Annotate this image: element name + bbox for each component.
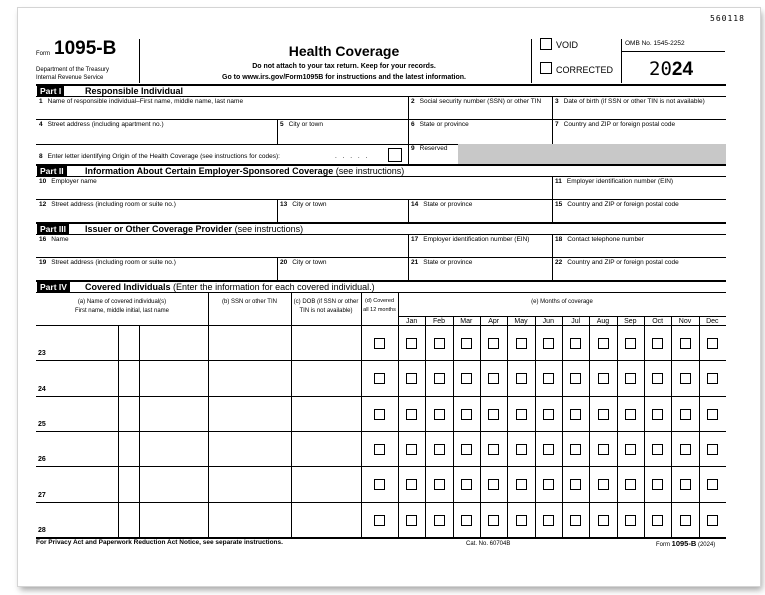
page-title: Health Coverage: [288, 43, 400, 59]
month-coverage-checkbox[interactable]: [543, 515, 554, 526]
month-coverage-checkbox[interactable]: [652, 373, 663, 384]
row-number: 28: [38, 526, 46, 534]
month-coverage-checkbox[interactable]: [598, 444, 609, 455]
month-coverage-checkbox[interactable]: [406, 373, 417, 384]
part3-title: Issuer or Other Coverage Provider (see instructions): [85, 224, 304, 234]
form-number: 1095-B: [54, 38, 117, 59]
col-e-header: (e) Months of coverage: [531, 299, 593, 305]
irs-label: Internal Revenue Service: [36, 75, 104, 81]
col-c-header-1: (c) DOB (if SSN or other: [293, 299, 359, 305]
omb-number: OMB No. 1545-2252: [625, 40, 685, 47]
month-coverage-checkbox[interactable]: [516, 409, 527, 420]
part2-badge: Part II: [37, 166, 67, 177]
month-coverage-checkbox[interactable]: [625, 338, 636, 349]
month-coverage-checkbox[interactable]: [625, 409, 636, 420]
col-a-header-1: (a) Name of covered individual(s): [77, 299, 167, 305]
line20-label: 20 City or town: [280, 259, 327, 266]
line11-label: 11 Employer identification number (EIN): [555, 178, 674, 185]
month-coverage-checkbox[interactable]: [543, 479, 554, 490]
row-number: 24: [38, 385, 46, 393]
col-d-header-1: (d) Covered: [364, 298, 395, 304]
month-coverage-checkbox[interactable]: [707, 373, 718, 384]
catalog-number: Cat. No. 60704B: [466, 541, 511, 547]
month-coverage-checkbox[interactable]: [570, 409, 581, 420]
month-coverage-checkbox[interactable]: [707, 479, 718, 490]
covered-all-12-months-checkbox[interactable]: [374, 444, 385, 455]
row-number: 23: [38, 350, 46, 358]
month-coverage-checkbox[interactable]: [570, 444, 581, 455]
month-header: Nov: [678, 318, 692, 325]
month-coverage-checkbox[interactable]: [652, 479, 663, 490]
month-coverage-checkbox[interactable]: [570, 338, 581, 349]
line17-label: 17 Employer identification number (EIN): [411, 236, 530, 243]
month-coverage-checkbox[interactable]: [461, 409, 472, 420]
month-coverage-checkbox[interactable]: [488, 444, 499, 455]
month-coverage-checkbox[interactable]: [461, 444, 472, 455]
line19-label: 19 Street address (including room or suite no.): [39, 259, 176, 266]
month-coverage-checkbox[interactable]: [598, 373, 609, 384]
month-coverage-checkbox[interactable]: [516, 444, 527, 455]
line9-label: 9 Reserved: [411, 145, 448, 152]
month-coverage-checkbox[interactable]: [652, 409, 663, 420]
month-coverage-checkbox[interactable]: [516, 515, 527, 526]
line4-label: 4 Street address (including apartment no.): [39, 121, 164, 128]
void-label: VOID: [556, 40, 579, 50]
month-coverage-checkbox[interactable]: [707, 338, 718, 349]
line1-label: 1 Name of responsible individual–First name, middle name, last name: [39, 98, 244, 105]
line21-label: 21 State or province: [411, 259, 473, 266]
origin-code-box[interactable]: [388, 148, 402, 162]
void-checkbox[interactable]: [540, 38, 552, 50]
month-header: Apr: [488, 318, 500, 325]
month-coverage-checkbox[interactable]: [707, 409, 718, 420]
month-coverage-checkbox[interactable]: [652, 338, 663, 349]
month-coverage-checkbox[interactable]: [680, 515, 691, 526]
month-coverage-checkbox[interactable]: [598, 409, 609, 420]
form-code: 560118: [710, 14, 745, 23]
month-coverage-checkbox[interactable]: [543, 338, 554, 349]
month-coverage-checkbox[interactable]: [680, 444, 691, 455]
month-coverage-checkbox[interactable]: [406, 409, 417, 420]
col-d-header-2: all 12 months: [363, 307, 396, 313]
form-1095b-sheet: [18, 8, 760, 586]
line2-label: 2 Social security number (SSN) or other TIN: [411, 98, 542, 105]
month-coverage-checkbox[interactable]: [625, 479, 636, 490]
line3-label: 3 Date of birth (if SSN or other TIN is not available): [555, 98, 705, 105]
line18-label: 18 Contact telephone number: [555, 236, 644, 243]
month-coverage-checkbox[interactable]: [680, 409, 691, 420]
line14-label: 14 State or province: [411, 201, 473, 208]
line15-label: 15 Country and ZIP or foreign postal code: [555, 201, 679, 208]
month-coverage-checkbox[interactable]: [516, 338, 527, 349]
month-coverage-checkbox[interactable]: [625, 373, 636, 384]
department-label: Department of the Treasury: [36, 67, 110, 73]
month-coverage-checkbox[interactable]: [543, 444, 554, 455]
month-header: Aug: [596, 318, 610, 325]
part3-badge: Part III: [37, 224, 69, 235]
month-coverage-checkbox[interactable]: [625, 515, 636, 526]
month-coverage-checkbox[interactable]: [434, 515, 445, 526]
month-coverage-checkbox[interactable]: [434, 409, 445, 420]
month-coverage-checkbox[interactable]: [598, 338, 609, 349]
covered-all-12-months-checkbox[interactable]: [374, 338, 385, 349]
part1-title: Responsible Individual: [85, 86, 184, 96]
line8-label: 8 Enter letter identifying Origin of the Health Coverage (see instructions for codes):: [39, 153, 280, 160]
month-header: Oct: [652, 318, 664, 325]
month-header: Jun: [542, 318, 554, 325]
month-header: May: [514, 318, 528, 325]
month-coverage-checkbox[interactable]: [406, 338, 417, 349]
instruction-line-2: Go to www.irs.gov/Form1095B for instructions and the latest information.: [222, 74, 466, 81]
month-coverage-checkbox[interactable]: [406, 479, 417, 490]
month-coverage-checkbox[interactable]: [434, 479, 445, 490]
month-coverage-checkbox[interactable]: [488, 373, 499, 384]
month-coverage-checkbox[interactable]: [461, 515, 472, 526]
line7-label: 7 Country and ZIP or foreign postal code: [555, 121, 676, 128]
part4-badge: Part IV: [37, 282, 70, 293]
reserved-shade: [458, 144, 726, 164]
month-header: Feb: [432, 318, 446, 325]
month-coverage-checkbox[interactable]: [680, 479, 691, 490]
month-coverage-checkbox[interactable]: [406, 515, 417, 526]
row-number: 26: [38, 456, 46, 464]
line22-label: 22 Country and ZIP or foreign postal code: [555, 259, 679, 266]
part4-title: Covered Individuals (Enter the information for each covered individual.): [85, 282, 375, 292]
part1-badge: Part I: [37, 86, 64, 97]
month-header: Jul: [571, 318, 581, 325]
month-header: Dec: [706, 318, 719, 325]
month-coverage-checkbox[interactable]: [570, 479, 581, 490]
month-coverage-checkbox[interactable]: [543, 373, 554, 384]
line16-label: 16 Name: [39, 236, 69, 243]
month-coverage-checkbox[interactable]: [598, 515, 609, 526]
month-coverage-checkbox[interactable]: [516, 479, 527, 490]
month-coverage-checkbox[interactable]: [598, 479, 609, 490]
month-coverage-checkbox[interactable]: [434, 373, 445, 384]
line12-label: 12 Street address (including room or suite no.): [39, 201, 176, 208]
row-number: 27: [38, 491, 46, 499]
month-coverage-checkbox[interactable]: [680, 338, 691, 349]
month-coverage-checkbox[interactable]: [434, 338, 445, 349]
covered-all-12-months-checkbox[interactable]: [374, 515, 385, 526]
covered-all-12-months-checkbox[interactable]: [374, 479, 385, 490]
col-a-header-2: First name, middle initial, last name: [74, 308, 170, 314]
line8-dots: . . . . .: [335, 153, 370, 160]
month-header: Sep: [624, 318, 637, 325]
month-coverage-checkbox[interactable]: [707, 515, 718, 526]
part2-title: Information About Certain Employer-Sponsored Coverage (see instructions): [85, 166, 405, 176]
row-number: 25: [38, 420, 46, 428]
month-coverage-checkbox[interactable]: [434, 444, 445, 455]
month-header: Mar: [460, 318, 473, 325]
privacy-notice: For Privacy Act and Paperwork Reduction Act Notice, see separate instructions.: [36, 539, 283, 546]
month-coverage-checkbox[interactable]: [570, 515, 581, 526]
corrected-checkbox[interactable]: [540, 62, 552, 74]
covered-all-12-months-checkbox[interactable]: [374, 373, 385, 384]
line10-label: 10 Employer name: [39, 178, 97, 185]
col-b-header: (b) SSN or other TIN: [222, 299, 277, 305]
month-coverage-checkbox[interactable]: [461, 338, 472, 349]
month-coverage-checkbox[interactable]: [516, 373, 527, 384]
tax-year: 2024: [649, 58, 694, 80]
line13-label: 13 City or town: [280, 201, 327, 208]
month-header: Jan: [406, 318, 418, 325]
month-coverage-checkbox[interactable]: [461, 373, 472, 384]
month-coverage-checkbox[interactable]: [680, 373, 691, 384]
month-coverage-checkbox[interactable]: [488, 515, 499, 526]
line5-label: 5 City or town: [280, 121, 323, 128]
month-coverage-checkbox[interactable]: [488, 338, 499, 349]
month-coverage-checkbox[interactable]: [488, 479, 499, 490]
corrected-label: CORRECTED: [556, 65, 614, 75]
month-coverage-checkbox[interactable]: [543, 409, 554, 420]
month-coverage-checkbox[interactable]: [406, 444, 417, 455]
instruction-line-1: Do not attach to your tax return. Keep for your records.: [252, 63, 436, 70]
month-coverage-checkbox[interactable]: [488, 409, 499, 420]
covered-all-12-months-checkbox[interactable]: [374, 409, 385, 420]
col-c-header-2: TIN is not available): [299, 308, 353, 314]
footer-form-id: Form 1095-B (2024): [656, 539, 716, 548]
month-coverage-checkbox[interactable]: [625, 444, 636, 455]
month-coverage-checkbox[interactable]: [652, 515, 663, 526]
line6-label: 6 State or province: [411, 121, 469, 128]
month-coverage-checkbox[interactable]: [461, 479, 472, 490]
form-label: Form: [36, 51, 50, 57]
month-coverage-checkbox[interactable]: [570, 373, 581, 384]
month-coverage-checkbox[interactable]: [707, 444, 718, 455]
month-coverage-checkbox[interactable]: [652, 444, 663, 455]
